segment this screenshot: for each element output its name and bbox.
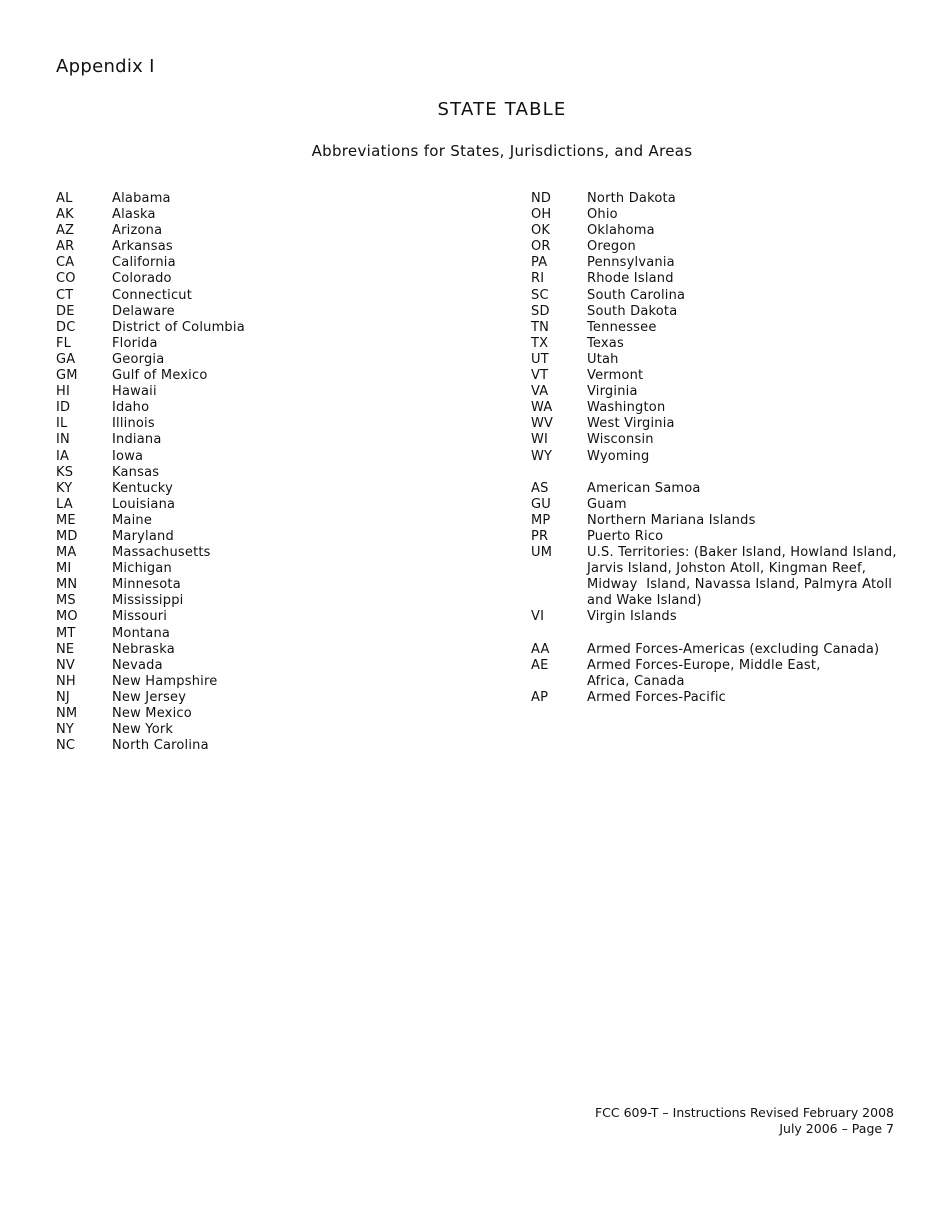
table-row xyxy=(56,320,496,336)
abbreviation: PA xyxy=(531,255,548,271)
table-row xyxy=(56,513,496,529)
table-row xyxy=(56,271,496,287)
table-row xyxy=(56,642,496,658)
table-row xyxy=(56,449,496,465)
table-row xyxy=(56,239,496,255)
table-row xyxy=(531,271,911,287)
table-row xyxy=(56,545,496,561)
table-row xyxy=(56,223,496,239)
abbreviation: MI xyxy=(56,561,72,577)
table-row xyxy=(531,223,911,239)
jurisdiction-name: Hawaii xyxy=(112,384,157,400)
abbreviation: TN xyxy=(531,319,550,335)
abbreviation: GM xyxy=(56,368,78,384)
jurisdiction-name: Tennessee xyxy=(587,319,657,335)
abbreviation: UM xyxy=(531,545,553,561)
abbreviation: ID xyxy=(56,400,71,416)
jurisdiction-name: West Virginia xyxy=(587,416,675,432)
abbreviation: OH xyxy=(531,207,552,223)
abbreviation: WY xyxy=(531,448,553,464)
jurisdiction-name: New York xyxy=(112,722,174,738)
table-row xyxy=(56,352,496,368)
table-row xyxy=(56,658,496,674)
jurisdiction-name: North Carolina xyxy=(112,738,209,754)
table-row xyxy=(531,191,911,207)
abbreviation: IN xyxy=(56,432,70,448)
jurisdiction-name: Wyoming xyxy=(587,448,650,464)
jurisdiction-name: Kentucky xyxy=(112,480,173,496)
jurisdiction-name: Illinois xyxy=(112,416,155,432)
jurisdiction-name: American Samoa xyxy=(587,480,701,496)
table-row xyxy=(531,432,911,448)
jurisdiction-name: Gulf of Mexico xyxy=(112,368,208,384)
footer-page-line: July 2006 – Page 7 xyxy=(779,1121,894,1136)
section-spacer xyxy=(531,626,911,642)
table-row xyxy=(56,465,496,481)
abbreviation: MO xyxy=(56,609,78,625)
table-row xyxy=(56,191,496,207)
table-row xyxy=(531,239,911,255)
table-row xyxy=(56,481,496,497)
abbreviation: MA xyxy=(56,545,77,561)
abbreviation: IL xyxy=(56,416,68,432)
abbreviation: AL xyxy=(56,191,73,206)
jurisdiction-name: Puerto Rico xyxy=(587,528,664,544)
abbreviation: WI xyxy=(531,432,549,448)
page-subtitle: Abbreviations for States, Jurisdictions, and Areas xyxy=(311,142,693,160)
table-row xyxy=(56,255,496,271)
table-row xyxy=(56,706,496,722)
abbreviation: NJ xyxy=(56,689,70,705)
abbreviation: VA xyxy=(531,384,549,400)
abbreviation: DE xyxy=(56,303,75,319)
abbreviation: FL xyxy=(56,335,72,351)
table-row xyxy=(56,529,496,545)
jurisdiction-name: Idaho xyxy=(112,400,150,416)
jurisdiction-name: Montana xyxy=(112,625,171,641)
jurisdiction-name: Guam xyxy=(587,496,627,512)
jurisdiction-name: Oklahoma xyxy=(587,223,655,239)
table-row xyxy=(56,722,496,738)
table-row xyxy=(531,690,911,706)
jurisdiction-name: Massachusetts xyxy=(112,545,211,561)
jurisdiction-name: Louisiana xyxy=(112,496,176,512)
abbreviation: CO xyxy=(56,271,76,287)
jurisdiction-name: Armed Forces-Europe, Middle East, Africa, Canada xyxy=(587,657,821,689)
footer-form-line: FCC 609-T – Instructions Revised February 2008 xyxy=(594,1105,894,1120)
abbreviation: VT xyxy=(531,368,549,384)
jurisdiction-name: Connecticut xyxy=(112,287,193,303)
abbreviation: AA xyxy=(531,641,550,657)
abbreviation: NE xyxy=(56,641,75,657)
jurisdiction-name: New Jersey xyxy=(112,689,187,705)
jurisdiction-name: Rhode Island xyxy=(587,271,674,287)
jurisdiction-name: North Dakota xyxy=(587,191,676,206)
jurisdiction-name: Northern Mariana Islands xyxy=(587,512,756,528)
jurisdiction-name: Missouri xyxy=(112,609,168,625)
table-row xyxy=(531,658,911,690)
table-row xyxy=(56,609,496,625)
abbreviation: AS xyxy=(531,480,549,496)
table-row xyxy=(56,561,496,577)
jurisdiction-name: Florida xyxy=(112,335,158,351)
right-column xyxy=(531,191,911,706)
jurisdiction-name: Arkansas xyxy=(112,239,173,255)
table-row xyxy=(531,400,911,416)
jurisdiction-name: Michigan xyxy=(112,561,172,577)
left-column xyxy=(56,191,496,754)
jurisdiction-name: Nebraska xyxy=(112,641,175,657)
table-row xyxy=(531,609,911,625)
table-row xyxy=(531,288,911,304)
abbreviation: AK xyxy=(56,207,74,223)
jurisdiction-name: Wisconsin xyxy=(587,432,654,448)
table-row xyxy=(56,497,496,513)
abbreviation: PR xyxy=(531,528,549,544)
table-row xyxy=(531,352,911,368)
jurisdiction-name: Maine xyxy=(112,512,153,528)
jurisdiction-name: Armed Forces-Americas (excluding Canada) xyxy=(587,641,880,657)
table-row xyxy=(56,626,496,642)
table-row xyxy=(531,481,911,497)
abbreviation: AP xyxy=(531,689,549,705)
abbreviation: MN xyxy=(56,577,78,593)
abbreviation: SC xyxy=(531,287,549,303)
jurisdiction-name: Utah xyxy=(587,351,619,367)
jurisdiction-name: Delaware xyxy=(112,303,175,319)
table-row xyxy=(531,336,911,352)
jurisdiction-name: New Mexico xyxy=(112,706,192,721)
jurisdiction-name: Colorado xyxy=(112,271,172,287)
table-row xyxy=(56,288,496,304)
jurisdiction-name: Mississippi xyxy=(112,593,184,609)
table-row xyxy=(531,545,911,609)
abbreviation: NM xyxy=(56,706,78,721)
abbreviation: MS xyxy=(56,593,76,609)
abbreviation: TX xyxy=(531,335,549,351)
table-row xyxy=(56,593,496,609)
abbreviation: SD xyxy=(531,303,550,319)
abbreviation: AR xyxy=(56,239,75,255)
abbreviation: UT xyxy=(531,351,549,367)
page-title: STATE TABLE xyxy=(437,99,567,120)
table-row xyxy=(56,416,496,432)
table-row xyxy=(531,416,911,432)
abbreviation: OR xyxy=(531,239,551,255)
jurisdiction-name: District of Columbia xyxy=(112,319,245,335)
table-row xyxy=(531,304,911,320)
abbreviation: ME xyxy=(56,512,76,528)
table-row xyxy=(531,384,911,400)
jurisdiction-name: Ohio xyxy=(587,207,618,223)
abbreviation: OK xyxy=(531,223,551,239)
table-row xyxy=(56,690,496,706)
table-row xyxy=(531,497,911,513)
abbreviation: CT xyxy=(56,287,74,303)
abbreviation: NV xyxy=(56,657,76,673)
table-row xyxy=(531,529,911,545)
jurisdiction-name: South Carolina xyxy=(587,287,686,303)
abbreviation: KS xyxy=(56,464,74,480)
jurisdiction-name: Vermont xyxy=(587,368,644,384)
table-row xyxy=(56,207,496,223)
abbreviation: WA xyxy=(531,400,553,416)
jurisdiction-name: Virginia xyxy=(587,384,638,400)
table-row xyxy=(531,449,911,465)
abbreviation: ND xyxy=(531,191,552,206)
jurisdiction-name: New Hampshire xyxy=(112,673,218,689)
table-row xyxy=(56,674,496,690)
abbreviation: IA xyxy=(56,448,70,464)
table-row xyxy=(531,255,911,271)
abbreviation: NH xyxy=(56,673,76,689)
jurisdiction-name: Kansas xyxy=(112,464,160,480)
jurisdiction-name: Iowa xyxy=(112,448,144,464)
abbreviation: RI xyxy=(531,271,545,287)
table-row xyxy=(56,400,496,416)
table-row xyxy=(531,368,911,384)
jurisdiction-name: Washington xyxy=(587,400,666,416)
abbreviation: AE xyxy=(531,657,549,673)
jurisdiction-name: Virgin Islands xyxy=(587,609,677,625)
abbreviation: GU xyxy=(531,496,551,512)
jurisdiction-name: Texas xyxy=(587,335,624,351)
abbreviation: DC xyxy=(56,319,76,335)
abbreviation: WV xyxy=(531,416,554,432)
abbreviation: CA xyxy=(56,255,75,271)
table-row xyxy=(56,432,496,448)
abbreviation: GA xyxy=(56,351,76,367)
table-row xyxy=(531,320,911,336)
table-row xyxy=(56,738,496,754)
jurisdiction-name: Pennsylvania xyxy=(587,255,675,271)
jurisdiction-name: Nevada xyxy=(112,657,163,673)
jurisdiction-name: Alaska xyxy=(112,207,156,223)
section-spacer xyxy=(531,465,911,481)
table-row xyxy=(56,384,496,400)
jurisdiction-name: Oregon xyxy=(587,239,636,255)
table-row xyxy=(56,304,496,320)
abbreviation: MD xyxy=(56,528,78,544)
abbreviation: VI xyxy=(531,609,545,625)
abbreviation: KY xyxy=(56,480,73,496)
table-row xyxy=(56,577,496,593)
jurisdiction-name: U.S. Territories: (Baker Island, Howland Island, Jarvis Island, Johston Atoll, Kingman Reef, Midway Island, Navassa Island, Palmyra Atoll and Wake Island) xyxy=(587,545,897,609)
table-row xyxy=(531,513,911,529)
jurisdiction-name: Alabama xyxy=(112,191,171,206)
abbreviation: HI xyxy=(56,384,71,400)
abbreviation: NY xyxy=(56,722,75,738)
abbreviation: MT xyxy=(56,625,76,641)
abbreviation: NC xyxy=(56,738,76,754)
page-footer xyxy=(595,1105,894,1137)
abbreviation: MP xyxy=(531,512,551,528)
table-row xyxy=(56,368,496,384)
jurisdiction-name: South Dakota xyxy=(587,303,678,319)
jurisdiction-name: Georgia xyxy=(112,351,165,367)
table-row xyxy=(531,642,911,658)
abbreviation: LA xyxy=(56,496,73,512)
abbreviation: AZ xyxy=(56,223,75,239)
table-row xyxy=(56,336,496,352)
jurisdiction-name: Armed Forces-Pacific xyxy=(587,689,727,705)
jurisdiction-name: California xyxy=(112,255,176,271)
jurisdiction-name: Indiana xyxy=(112,432,162,448)
jurisdiction-name: Minnesota xyxy=(112,577,181,593)
table-row xyxy=(531,207,911,223)
appendix-heading: Appendix I xyxy=(56,56,155,77)
jurisdiction-name: Arizona xyxy=(112,223,163,239)
jurisdiction-name: Maryland xyxy=(112,528,174,544)
